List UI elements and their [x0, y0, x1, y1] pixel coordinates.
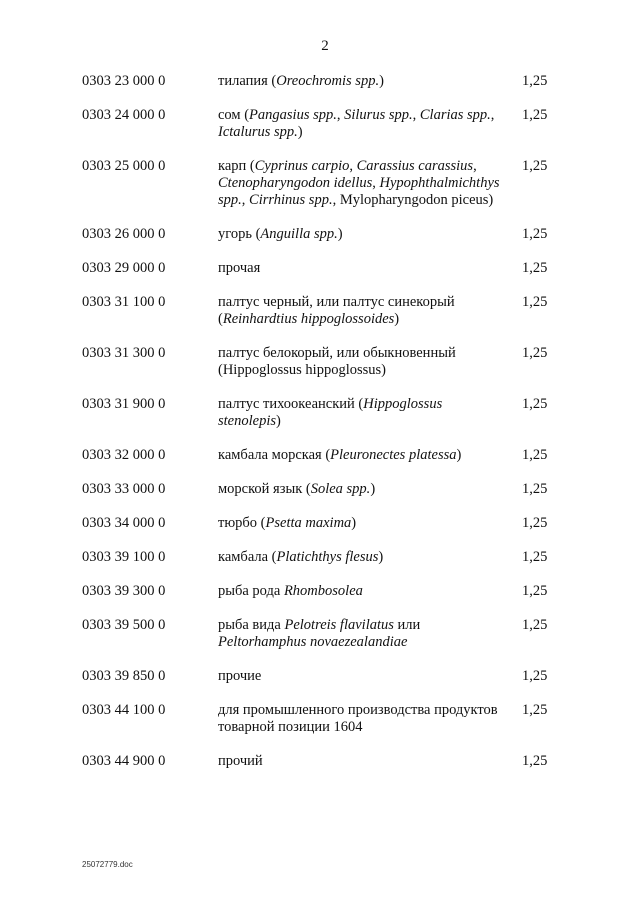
product-description [218, 447, 508, 464]
description-text: ) [378, 549, 384, 565]
tariff-table [0, 73, 640, 787]
page-number: 2 [321, 38, 329, 54]
description-text: палтус тихоокеанский ( [218, 396, 364, 412]
tariff-code: 0303 24 000 0 [82, 107, 166, 123]
description-text: ) [337, 226, 343, 242]
description-text: рыба вида [218, 617, 285, 633]
description-text: палтус белокорый, или обыкновенный (Hippoglossus hippoglossus) [218, 345, 456, 378]
product-description [218, 345, 508, 379]
duty-rate: 1,25 [522, 396, 548, 412]
tariff-code: 0303 32 000 0 [82, 447, 166, 463]
tariff-code: 0303 34 000 0 [82, 515, 166, 531]
product-description [218, 73, 508, 90]
latin-name: Cirrhinus spp. [249, 192, 333, 208]
table-row [0, 668, 640, 685]
duty-rate: 1,25 [522, 702, 548, 718]
description-text: ) [351, 515, 357, 531]
description-text: камбала ( [218, 549, 277, 565]
description-text: прочие [218, 668, 262, 684]
duty-rate: 1,25 [522, 260, 548, 276]
duty-rate: 1,25 [522, 158, 548, 174]
table-row [0, 294, 640, 328]
latin-name: Peltorhamphus novaezealandiae [218, 634, 408, 650]
product-description [218, 753, 508, 770]
product-description [218, 515, 508, 532]
description-text: рыба рода [218, 583, 284, 599]
table-row [0, 515, 640, 532]
description-text: , Mylopharyngodon piceus) [332, 192, 494, 208]
table-row [0, 158, 640, 209]
duty-rate: 1,25 [522, 617, 548, 633]
tariff-code: 0303 25 000 0 [82, 158, 166, 174]
product-description [218, 702, 508, 736]
description-text: или [393, 617, 421, 633]
latin-name: Hypophthalmichthys spp. [218, 175, 500, 208]
description-text: прочий [218, 753, 263, 769]
description-text: для промышленного производства продуктов товарной позиции 1604 [218, 702, 498, 735]
description-text: , [412, 107, 420, 123]
description-text: ) [276, 413, 281, 429]
product-description [218, 481, 508, 498]
latin-name: Oreochromis spp. [276, 73, 380, 89]
tariff-code: 0303 29 000 0 [82, 260, 166, 276]
table-row [0, 583, 640, 600]
table-row [0, 260, 640, 277]
tariff-code: 0303 39 100 0 [82, 549, 166, 565]
tariff-code: 0303 31 300 0 [82, 345, 166, 361]
description-text: камбала морская ( [218, 447, 331, 463]
duty-rate: 1,25 [522, 583, 548, 599]
description-text: сом ( [218, 107, 250, 123]
description-text: , [336, 107, 345, 123]
description-text: ) [370, 481, 376, 497]
tariff-code: 0303 39 850 0 [82, 668, 166, 684]
table-row [0, 753, 640, 770]
duty-rate: 1,25 [522, 549, 548, 565]
description-text: , [490, 107, 495, 123]
latin-name: Rhombosolea [283, 583, 363, 599]
document-footer: 25072779.doc [82, 860, 133, 869]
description-text: ) [379, 73, 384, 89]
description-text: прочая [218, 260, 261, 276]
tariff-code: 0303 44 100 0 [82, 702, 166, 718]
product-description [218, 294, 508, 328]
latin-name: Reinhardtius hippoglossoides [222, 311, 395, 327]
table-row [0, 702, 640, 736]
duty-rate: 1,25 [522, 226, 548, 242]
duty-rate: 1,25 [522, 447, 548, 463]
description-text: тилапия ( [218, 73, 277, 89]
latin-name: Hippoglossus stenolepis [218, 396, 443, 429]
description-text: , [473, 158, 477, 174]
latin-name: Pangasius spp. [249, 107, 337, 123]
product-description [218, 226, 508, 243]
duty-rate: 1,25 [522, 345, 548, 361]
tariff-code: 0303 31 900 0 [82, 396, 166, 412]
duty-rate: 1,25 [522, 294, 548, 310]
product-description [218, 107, 508, 141]
latin-name: Silurus spp. [344, 107, 413, 123]
latin-name: Ictalurus spp. [218, 124, 298, 140]
table-row [0, 447, 640, 464]
table-row [0, 549, 640, 566]
duty-rate: 1,25 [522, 753, 548, 769]
latin-name: Pleuronectes platessa [330, 447, 457, 463]
product-description [218, 617, 508, 651]
duty-rate: 1,25 [522, 515, 548, 531]
description-text: карп ( [218, 158, 255, 174]
latin-name: Solea spp. [310, 481, 371, 497]
latin-name: Pelotreis flavilatus [284, 617, 394, 633]
product-description [218, 396, 508, 430]
description-text: , [372, 175, 380, 191]
latin-name: Platichthys flesus [276, 549, 379, 565]
table-row [0, 73, 640, 90]
latin-name: Psetta maxima [265, 515, 352, 531]
product-description [218, 549, 508, 566]
tariff-code: 0303 44 900 0 [82, 753, 166, 769]
tariff-code: 0303 39 500 0 [82, 617, 166, 633]
description-text: палтус черный, или палтус синекорый ( [218, 294, 455, 327]
product-description [218, 260, 508, 277]
duty-rate: 1,25 [522, 481, 548, 497]
tariff-code: 0303 31 100 0 [82, 294, 166, 310]
description-text: морской язык ( [218, 481, 311, 497]
latin-name: Clarias spp. [419, 107, 491, 123]
latin-name: Anguilla spp. [260, 226, 338, 242]
description-text: ) [297, 124, 303, 140]
table-row [0, 481, 640, 498]
tariff-code: 0303 26 000 0 [82, 226, 166, 242]
description-text: тюрбо ( [218, 515, 266, 531]
latin-name: Cyprinus carpio [254, 158, 350, 174]
table-row [0, 226, 640, 243]
tariff-code: 0303 39 300 0 [82, 583, 166, 599]
product-description [218, 583, 508, 600]
duty-rate: 1,25 [522, 107, 548, 123]
duty-rate: 1,25 [522, 73, 548, 89]
latin-name: Ctenopharyngodon idellus [218, 175, 373, 191]
description-text: , [349, 158, 357, 174]
tariff-code: 0303 33 000 0 [82, 481, 166, 497]
latin-name: Carassius carassius [356, 158, 474, 174]
table-row [0, 617, 640, 651]
table-row [0, 345, 640, 379]
product-description [218, 668, 508, 685]
table-row [0, 107, 640, 141]
duty-rate: 1,25 [522, 668, 548, 684]
product-description [218, 158, 508, 209]
description-text: ) [394, 311, 400, 327]
description-text: угорь ( [218, 226, 261, 242]
description-text: ) [456, 447, 462, 463]
table-row [0, 396, 640, 430]
description-text: , [241, 192, 250, 208]
tariff-code: 0303 23 000 0 [82, 73, 166, 89]
